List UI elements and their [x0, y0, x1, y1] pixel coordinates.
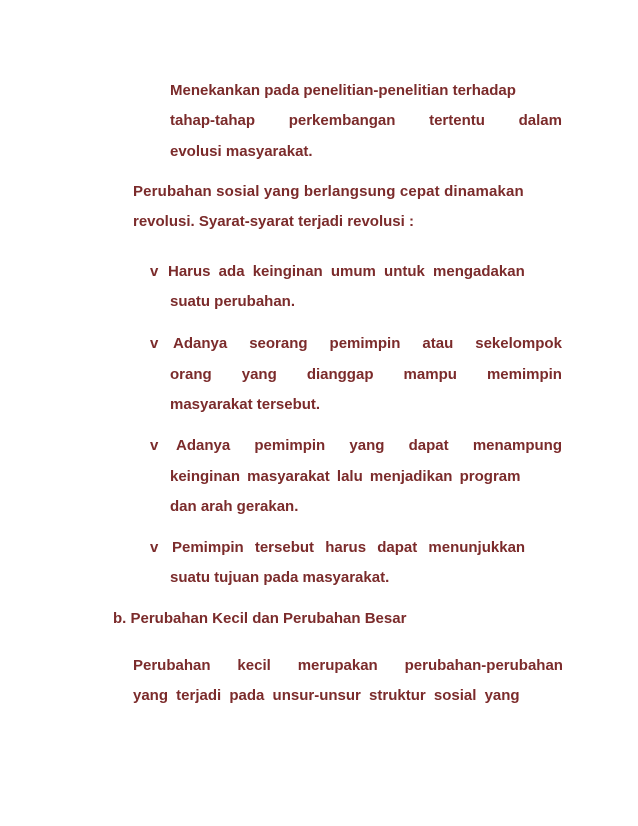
word: mampu — [403, 366, 457, 383]
word: menampung — [472, 437, 562, 454]
word: perkembangan — [288, 112, 396, 129]
bullet-marker: v — [150, 539, 159, 556]
section-b-line1 — [133, 656, 563, 676]
bullet3-line3: dan arah gerakan. — [170, 498, 299, 515]
section-b-line2: yang terjadi pada unsur-unsur struktur sosial yang — [133, 687, 520, 704]
word: sekelompok — [475, 335, 562, 352]
word: Adanya — [173, 335, 228, 352]
bullet3-line1 — [176, 436, 562, 456]
word: seorang — [249, 335, 308, 352]
para1-line3: evolusi masyarakat. — [170, 143, 313, 160]
para2-line1: Perubahan sosial yang berlangsung cepat dinamakan — [133, 183, 524, 200]
word: tahap-tahap — [170, 112, 256, 129]
bullet1-line2: suatu perubahan. — [170, 293, 296, 310]
word: Adanya — [176, 437, 231, 454]
para1-line2 — [170, 111, 562, 131]
section-heading: b. Perubahan Kecil dan Perubahan Besar — [113, 610, 407, 627]
bullet-marker: v — [150, 437, 159, 454]
word: perubahan-perubahan — [404, 657, 563, 674]
word: dianggap — [306, 366, 374, 383]
word: merupakan — [297, 657, 378, 674]
word: dapat — [408, 437, 449, 454]
bullet3-line2: keinginan masyarakat lalu menjadikan program — [170, 468, 521, 485]
word: tertentu — [429, 112, 485, 129]
word: pemimpin — [329, 335, 401, 352]
word: pemimpin — [254, 437, 326, 454]
word: yang — [241, 366, 277, 383]
word: yang — [349, 437, 385, 454]
bullet4-line2: suatu tujuan pada masyarakat. — [170, 569, 390, 586]
word: kecil — [237, 657, 271, 674]
word: memimpin — [486, 366, 562, 383]
bullet4-line1: Pemimpin tersebut harus dapat menunjukkan — [172, 539, 526, 556]
bullet2-line2 — [170, 365, 562, 385]
word: atau — [422, 335, 454, 352]
para2-line2: revolusi. Syarat-syarat terjadi revolusi : — [133, 213, 414, 230]
bullet2-line1 — [173, 334, 562, 354]
word: orang — [170, 366, 212, 383]
bullet2-line3: masyarakat tersebut. — [170, 396, 321, 413]
word: Perubahan — [133, 657, 211, 674]
bullet1-line1: Harus ada keinginan umum untuk mengadakan — [168, 263, 525, 280]
para1-line1: Menekankan pada penelitian-penelitian terhadap — [170, 82, 516, 99]
bullet-marker: v — [150, 335, 159, 352]
word: dalam — [518, 112, 562, 129]
bullet-marker: v — [150, 263, 159, 280]
